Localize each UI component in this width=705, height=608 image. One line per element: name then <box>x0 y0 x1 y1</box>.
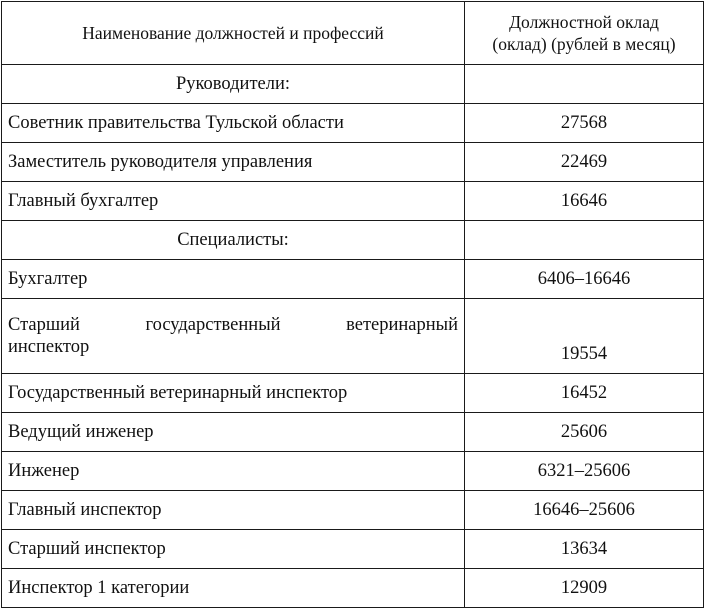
position-name-word: государственный <box>145 315 281 335</box>
position-name-word: ветеринарный <box>346 315 458 335</box>
header-salary <box>465 2 704 65</box>
position-name: Бухгалтер <box>2 260 465 299</box>
table-row <box>2 491 704 530</box>
position-name: Инспектор 1 категории <box>2 569 465 608</box>
section-salary-empty <box>465 221 704 260</box>
section-title: Руководители: <box>2 65 465 104</box>
table-row <box>2 299 704 374</box>
position-salary: 16452 <box>465 374 704 413</box>
position-name: Ведущий инженер <box>2 413 465 452</box>
header-salary-line1: Должностной оклад <box>509 12 659 32</box>
position-name: Старший инспектор <box>2 530 465 569</box>
position-salary: 6321–25606 <box>465 452 704 491</box>
position-name-word: Старший <box>8 315 80 335</box>
section-row-managers <box>2 65 704 104</box>
position-salary: 25606 <box>465 413 704 452</box>
position-salary: 22469 <box>465 143 704 182</box>
table-row <box>2 452 704 491</box>
header-position-name: Наименование должностей и профессий <box>2 2 465 65</box>
table-header-row <box>2 2 704 65</box>
position-salary: 19554 <box>465 299 704 374</box>
position-salary: 13634 <box>465 530 704 569</box>
table-row <box>2 260 704 299</box>
section-row-specialists <box>2 221 704 260</box>
position-name: Советник правительства Тульской области <box>2 104 465 143</box>
table-row <box>2 530 704 569</box>
position-salary: 6406–16646 <box>465 260 704 299</box>
position-salary: 16646–25606 <box>465 491 704 530</box>
position-name-line1 <box>8 314 458 336</box>
table-row <box>2 104 704 143</box>
table-row <box>2 413 704 452</box>
position-name <box>2 299 465 374</box>
position-salary: 12909 <box>465 569 704 608</box>
position-name: Главный инспектор <box>2 491 465 530</box>
position-salary: 16646 <box>465 182 704 221</box>
position-name: Инженер <box>2 452 465 491</box>
position-name-line2: инспектор <box>8 337 90 357</box>
table-row <box>2 374 704 413</box>
position-name: Заместитель руководителя управления <box>2 143 465 182</box>
header-salary-line2: (оклад) (рублей в месяц) <box>492 34 676 54</box>
section-title: Специалисты: <box>2 221 465 260</box>
table-row <box>2 182 704 221</box>
position-salary: 27568 <box>465 104 704 143</box>
salary-table <box>1 1 704 608</box>
section-salary-empty <box>465 65 704 104</box>
position-name: Главный бухгалтер <box>2 182 465 221</box>
table-row <box>2 143 704 182</box>
position-name: Государственный ветеринарный инспектор <box>2 374 465 413</box>
